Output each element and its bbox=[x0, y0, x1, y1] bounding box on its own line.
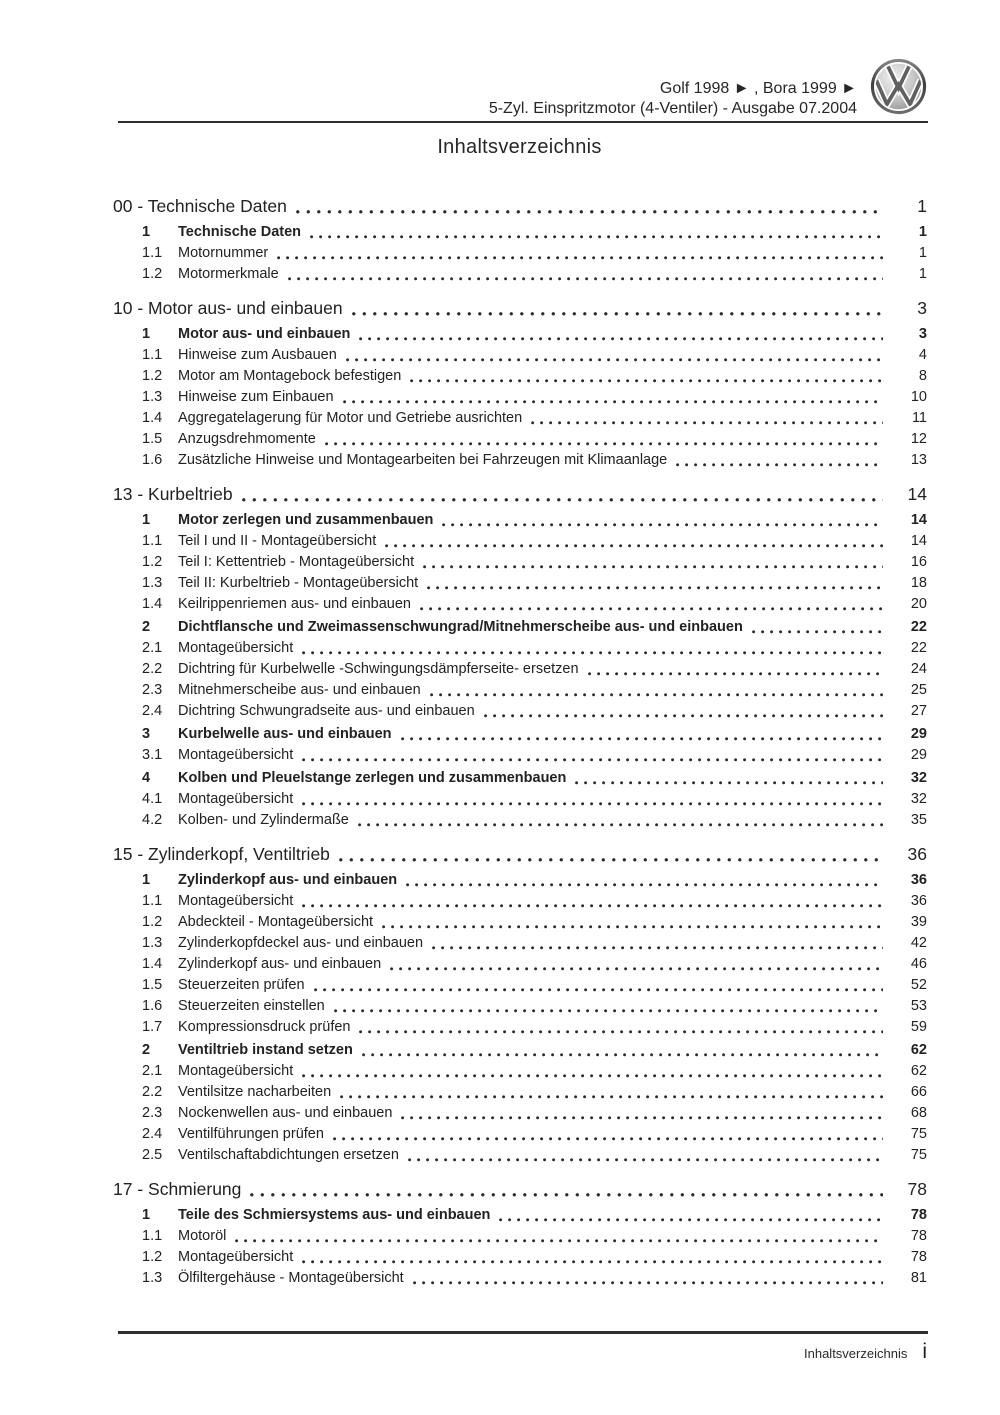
dot-leader bbox=[334, 1009, 883, 1013]
toc-section bbox=[113, 842, 927, 1166]
toc-entry bbox=[113, 701, 927, 722]
page-number: 24 bbox=[910, 661, 927, 677]
dot-leader bbox=[277, 256, 883, 260]
dot-leader bbox=[346, 358, 883, 362]
dot-leader bbox=[250, 1193, 883, 1197]
entry-number: 1.7 bbox=[142, 1019, 163, 1035]
toc-entry bbox=[113, 1040, 927, 1061]
page-number: 42 bbox=[910, 935, 927, 951]
entry-number: 1.3 bbox=[142, 1270, 163, 1286]
page-footer bbox=[804, 1340, 927, 1364]
dot-leader bbox=[413, 1281, 883, 1285]
toc-section-header bbox=[113, 194, 927, 219]
entry-number: 2.2 bbox=[142, 1084, 163, 1100]
dot-leader bbox=[358, 823, 883, 827]
dot-leader bbox=[410, 379, 883, 383]
dot-leader bbox=[427, 586, 883, 590]
toc-entry bbox=[113, 594, 927, 615]
entry-number: 1.3 bbox=[142, 575, 163, 591]
entry-title: Zylinderkopf aus- und einbauen bbox=[178, 956, 382, 972]
toc-entry bbox=[113, 870, 927, 891]
toc-section-header bbox=[113, 296, 927, 321]
page-number: 13 bbox=[910, 452, 927, 468]
page-number: 20 bbox=[910, 596, 927, 612]
page-number: 68 bbox=[910, 1105, 927, 1121]
dot-leader bbox=[430, 693, 883, 697]
page-number: 11 bbox=[911, 410, 927, 426]
entry-number: 1.1 bbox=[142, 245, 163, 261]
entry-title: Zylinderkopf aus- und einbauen bbox=[178, 872, 398, 888]
entry-number: 1 bbox=[142, 326, 151, 342]
entry-number: 2 bbox=[142, 619, 151, 635]
page-number: 1 bbox=[918, 245, 927, 261]
page-number: 14 bbox=[907, 484, 927, 504]
entry-number: 2.4 bbox=[142, 1126, 163, 1142]
entry-title: Teil II: Kurbeltrieb - Montageübersicht bbox=[178, 575, 419, 591]
page-number: 32 bbox=[910, 770, 927, 786]
dot-leader bbox=[235, 1239, 883, 1243]
page-number: 14 bbox=[910, 512, 927, 528]
header-models: Golf 1998 ► , Bora 1999 ► bbox=[659, 80, 857, 97]
dot-leader bbox=[499, 1218, 883, 1222]
page-number: 10 bbox=[910, 389, 927, 405]
entry-title: Dichtflansche und Zweimassenschwungrad/Mitnehmerscheibe aus- und einbauen bbox=[178, 619, 743, 635]
dot-leader bbox=[302, 802, 883, 806]
page-number: 75 bbox=[910, 1147, 927, 1163]
page-number: 66 bbox=[910, 1084, 927, 1100]
entry-number: 1 bbox=[142, 1207, 151, 1223]
entry-number: 1 bbox=[142, 512, 151, 528]
toc-entry bbox=[113, 1082, 927, 1103]
dot-leader bbox=[588, 672, 883, 676]
entry-number: 1.1 bbox=[142, 1228, 163, 1244]
entry-number: 2.3 bbox=[142, 682, 163, 698]
toc-entry bbox=[113, 768, 927, 789]
page-number: 78 bbox=[910, 1249, 927, 1265]
dot-leader bbox=[302, 758, 883, 762]
dot-leader bbox=[406, 883, 883, 887]
entry-title: Ventiltrieb instand setzen bbox=[178, 1042, 353, 1058]
page-number: 78 bbox=[910, 1207, 927, 1223]
page-number: 29 bbox=[910, 747, 927, 763]
page-number: 78 bbox=[910, 1228, 927, 1244]
entry-title: Montageübersicht bbox=[178, 893, 294, 909]
toc-entry bbox=[113, 531, 927, 552]
entry-number: 1.2 bbox=[142, 266, 163, 282]
entry-number: 1.3 bbox=[142, 389, 163, 405]
entry-number: 4 bbox=[142, 770, 151, 786]
toc-entry bbox=[113, 933, 927, 954]
toc-entry bbox=[113, 1247, 927, 1268]
page-number: 59 bbox=[910, 1019, 927, 1035]
entry-number: 1.1 bbox=[142, 533, 163, 549]
dot-leader bbox=[302, 1260, 883, 1264]
toc-entry bbox=[113, 638, 927, 659]
dot-leader bbox=[288, 277, 883, 281]
entry-number: 1.5 bbox=[142, 431, 163, 447]
toc-entry bbox=[113, 408, 927, 429]
page-number: 52 bbox=[910, 977, 927, 993]
toc-entry bbox=[113, 1226, 927, 1247]
page-number: 62 bbox=[910, 1042, 927, 1058]
dot-leader bbox=[531, 421, 883, 425]
page-number: 36 bbox=[910, 872, 927, 888]
entry-title: Ventilschaftabdichtungen ersetzen bbox=[178, 1147, 399, 1163]
entry-title: Zylinderkopfdeckel aus- und einbauen bbox=[178, 935, 424, 951]
entry-title: Dichtring Schwungradseite aus- und einbauen bbox=[178, 703, 475, 719]
dot-leader bbox=[352, 312, 883, 316]
toc-section bbox=[113, 482, 927, 831]
document-header bbox=[489, 79, 857, 119]
toc-section bbox=[113, 296, 927, 471]
toc-section-header bbox=[113, 842, 927, 867]
page-number: 22 bbox=[910, 619, 927, 635]
toc-entry bbox=[113, 724, 927, 745]
entry-title: Montageübersicht bbox=[178, 1063, 294, 1079]
entry-title: Teile des Schmiersystems aus- und einbauen bbox=[178, 1207, 491, 1223]
toc-entry bbox=[113, 450, 927, 471]
dot-leader bbox=[325, 442, 883, 446]
page-number: 29 bbox=[910, 726, 927, 742]
entry-number: 1.6 bbox=[142, 998, 163, 1014]
page-number: 46 bbox=[910, 956, 927, 972]
entry-title: Kompressionsdruck prüfen bbox=[178, 1019, 351, 1035]
entry-number: 2.5 bbox=[142, 1147, 163, 1163]
page-title: Inhaltsverzeichnis bbox=[437, 136, 602, 158]
page-number: 1 bbox=[918, 224, 927, 240]
entry-title: Motor zerlegen und zusammenbauen bbox=[178, 512, 434, 528]
dot-leader bbox=[333, 1137, 883, 1141]
page-number: 12 bbox=[910, 431, 927, 447]
dot-leader bbox=[408, 1158, 883, 1162]
dot-leader bbox=[242, 498, 883, 502]
entry-title: Ventilführungen prüfen bbox=[178, 1126, 324, 1142]
page-number: 8 bbox=[918, 368, 927, 384]
entry-number: 2.1 bbox=[142, 1063, 163, 1079]
section-label: 15 - Zylinderkopf, Ventiltrieb bbox=[113, 844, 330, 864]
dot-leader bbox=[310, 235, 883, 239]
entry-title: Nockenwellen aus- und einbauen bbox=[178, 1105, 393, 1121]
dot-leader bbox=[359, 1030, 883, 1034]
entry-number: 2 bbox=[142, 1042, 151, 1058]
toc-entry bbox=[113, 975, 927, 996]
dot-leader bbox=[382, 925, 883, 929]
entry-title: Motor am Montagebock befestigen bbox=[178, 368, 402, 384]
section-label: 00 - Technische Daten bbox=[113, 196, 287, 216]
toc-entry bbox=[113, 617, 927, 638]
toc-entry bbox=[113, 243, 927, 264]
entry-title: Dichtring für Kurbelwelle -Schwingungsdämpferseite- ersetzen bbox=[178, 661, 579, 677]
vw-logo-icon bbox=[870, 58, 927, 115]
entry-number: 3.1 bbox=[142, 747, 163, 763]
entry-number: 1.1 bbox=[142, 893, 163, 909]
entry-number: 2.1 bbox=[142, 640, 163, 656]
toc-entry bbox=[113, 552, 927, 573]
entry-title: Motormerkmale bbox=[178, 266, 279, 282]
toc-section bbox=[113, 1177, 927, 1289]
dot-leader bbox=[676, 463, 883, 467]
entry-title: Teil I: Kettentrieb - Montageübersicht bbox=[178, 554, 415, 570]
dot-leader bbox=[484, 714, 883, 718]
entry-title: Ventilsitze nacharbeiten bbox=[178, 1084, 332, 1100]
entry-title: Zusätzliche Hinweise und Montagearbeiten bei Fahrzeugen mit Klimaanlage bbox=[178, 452, 668, 468]
toc-entry bbox=[113, 1124, 927, 1145]
dot-leader bbox=[314, 988, 883, 992]
entry-number: 1.6 bbox=[142, 452, 163, 468]
section-label: 13 - Kurbeltrieb bbox=[113, 484, 233, 504]
entry-number: 4.2 bbox=[142, 812, 163, 828]
entry-title: Kolben- und Zylindermaße bbox=[178, 812, 349, 828]
toc-entry bbox=[113, 954, 927, 975]
entry-title: Motoröl bbox=[178, 1228, 227, 1244]
dot-leader bbox=[343, 400, 883, 404]
entry-number: 3 bbox=[142, 726, 151, 742]
page-number: 27 bbox=[910, 703, 927, 719]
dot-leader bbox=[575, 781, 883, 785]
dot-leader bbox=[420, 607, 883, 611]
entry-number: 1.2 bbox=[142, 914, 163, 930]
toc-section bbox=[113, 194, 927, 285]
entry-title: Hinweise zum Ausbauen bbox=[178, 347, 337, 363]
footer-page-number: i bbox=[922, 1340, 927, 1363]
entry-number: 1.5 bbox=[142, 977, 163, 993]
entry-title: Hinweise zum Einbauen bbox=[178, 389, 334, 405]
dot-leader bbox=[302, 1074, 883, 1078]
toc-section-header bbox=[113, 482, 927, 507]
entry-title: Montageübersicht bbox=[178, 1249, 294, 1265]
entry-number: 1.4 bbox=[142, 596, 163, 612]
page-number: 18 bbox=[910, 575, 927, 591]
entry-title: Abdeckteil - Montageübersicht bbox=[178, 914, 374, 930]
toc-entry bbox=[113, 345, 927, 366]
entry-title: Aggregatelagerung für Motor und Getriebe ausrichten bbox=[178, 410, 523, 426]
entry-title: Montageübersicht bbox=[178, 640, 294, 656]
dot-leader bbox=[296, 210, 883, 214]
page-number: 78 bbox=[907, 1179, 927, 1199]
dot-leader bbox=[359, 337, 883, 341]
toc-entry bbox=[113, 1017, 927, 1038]
dot-leader bbox=[752, 630, 883, 634]
dot-leader bbox=[401, 1116, 883, 1120]
toc-entry bbox=[113, 1268, 927, 1289]
toc-entry bbox=[113, 1205, 927, 1226]
toc-entry bbox=[113, 510, 927, 531]
footer-label: Inhaltsverzeichnis bbox=[804, 1346, 908, 1361]
entry-title: Kolben und Pleuelstange zerlegen und zusammenbauen bbox=[178, 770, 567, 786]
section-label: 10 - Motor aus- und einbauen bbox=[113, 298, 343, 318]
dot-leader bbox=[401, 737, 883, 741]
entry-number: 1.2 bbox=[142, 1249, 163, 1265]
entry-title: Kurbelwelle aus- und einbauen bbox=[178, 726, 392, 742]
toc-entry bbox=[113, 366, 927, 387]
dot-leader bbox=[423, 565, 883, 569]
toc-entry bbox=[113, 680, 927, 701]
toc-entry bbox=[113, 789, 927, 810]
entry-number: 2.4 bbox=[142, 703, 163, 719]
entry-number: 1.4 bbox=[142, 956, 163, 972]
dot-leader bbox=[362, 1053, 883, 1057]
entry-number: 1.2 bbox=[142, 368, 163, 384]
toc-entry bbox=[113, 745, 927, 766]
entry-number: 1.2 bbox=[142, 554, 163, 570]
entry-number: 2.3 bbox=[142, 1105, 163, 1121]
toc-entry bbox=[113, 912, 927, 933]
toc-entry bbox=[113, 1103, 927, 1124]
page-number: 36 bbox=[910, 893, 927, 909]
dot-leader bbox=[302, 651, 883, 655]
entry-title: Motor aus- und einbauen bbox=[178, 326, 351, 342]
entry-title: Technische Daten bbox=[178, 224, 302, 240]
entry-title: Teil I und II - Montageübersicht bbox=[178, 533, 377, 549]
page-number: 53 bbox=[910, 998, 927, 1014]
footer-divider bbox=[118, 1331, 928, 1334]
dot-leader bbox=[385, 544, 883, 548]
toc-entry bbox=[113, 891, 927, 912]
page-number: 62 bbox=[910, 1063, 927, 1079]
entry-number: 1 bbox=[142, 224, 151, 240]
entry-number: 1.4 bbox=[142, 410, 163, 426]
toc-entry bbox=[113, 1145, 927, 1166]
page-number: 25 bbox=[910, 682, 927, 698]
page-number: 1 bbox=[917, 196, 927, 216]
entry-title: Steuerzeiten einstellen bbox=[178, 998, 325, 1014]
toc-entry bbox=[113, 810, 927, 831]
entry-title: Keilrippenriemen aus- und einbauen bbox=[178, 596, 411, 612]
dot-leader bbox=[390, 967, 883, 971]
toc-entry bbox=[113, 996, 927, 1017]
toc-entry bbox=[113, 387, 927, 408]
page-number: 14 bbox=[910, 533, 927, 549]
page-number: 22 bbox=[910, 640, 927, 656]
section-label: 17 - Schmierung bbox=[113, 1179, 242, 1199]
page-number: 81 bbox=[910, 1270, 927, 1286]
page-number: 3 bbox=[917, 298, 927, 318]
toc-entry bbox=[113, 222, 927, 243]
toc-entry bbox=[113, 659, 927, 680]
entry-title: Ölfiltergehäuse - Montageübersicht bbox=[178, 1270, 404, 1286]
page-number: 75 bbox=[910, 1126, 927, 1142]
page-number: 4 bbox=[918, 347, 927, 363]
entry-number: 4.1 bbox=[142, 791, 163, 807]
entry-title: Montageübersicht bbox=[178, 747, 294, 763]
entry-title: Anzugsdrehmomente bbox=[178, 431, 316, 447]
page-number: 36 bbox=[907, 844, 927, 864]
entry-number: 1 bbox=[142, 872, 151, 888]
entry-title: Motornummer bbox=[178, 245, 269, 261]
entry-title: Steuerzeiten prüfen bbox=[178, 977, 305, 993]
toc-entry bbox=[113, 429, 927, 450]
toc-entry bbox=[113, 1061, 927, 1082]
header-subtitle: 5-Zyl. Einspritzmotor (4-Ventiler) - Ausgabe 07.2004 bbox=[488, 100, 857, 117]
toc-entry bbox=[113, 264, 927, 285]
dot-leader bbox=[442, 523, 883, 527]
table-of-contents bbox=[113, 194, 927, 1289]
entry-number: 1.1 bbox=[142, 347, 163, 363]
toc-section-header bbox=[113, 1177, 927, 1202]
dot-leader bbox=[302, 904, 883, 908]
page-number: 32 bbox=[910, 791, 927, 807]
page-number: 39 bbox=[910, 914, 927, 930]
dot-leader bbox=[339, 858, 883, 862]
entry-title: Mitnehmerscheibe aus- und einbauen bbox=[178, 682, 421, 698]
toc-entry bbox=[113, 573, 927, 594]
entry-title: Montageübersicht bbox=[178, 791, 294, 807]
page-number: 3 bbox=[918, 326, 927, 342]
header-divider bbox=[118, 121, 928, 123]
dot-leader bbox=[432, 946, 883, 950]
page-number: 1 bbox=[918, 266, 927, 282]
dot-leader bbox=[340, 1095, 883, 1099]
entry-number: 1.3 bbox=[142, 935, 163, 951]
entry-number: 2.2 bbox=[142, 661, 163, 677]
page-number: 16 bbox=[910, 554, 927, 570]
toc-entry bbox=[113, 324, 927, 345]
page-number: 35 bbox=[910, 812, 927, 828]
